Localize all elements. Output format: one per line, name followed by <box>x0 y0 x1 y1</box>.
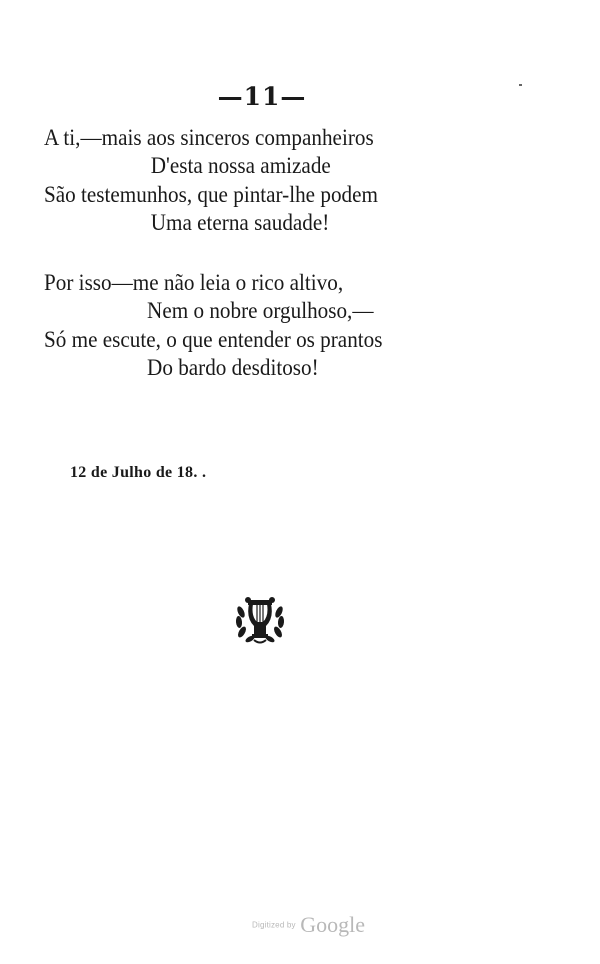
watermark-prefix: Digitized by <box>252 920 296 930</box>
verse-line: Do bardo desditoso! <box>147 354 319 380</box>
verse-line: Nem o nobre orgulhoso,— <box>147 298 374 324</box>
verse-line: São testemunhos, que pintar-lhe podem <box>44 181 378 207</box>
watermark-brand: Google <box>300 912 365 937</box>
page-number: —11— <box>217 82 307 111</box>
verse-line: D'esta nossa amizade <box>150 153 331 179</box>
lyre-wreath-icon <box>232 590 288 646</box>
verse-line: Uma eterna saudade! <box>150 209 330 235</box>
verse-line: A ti,—mais aos sinceros companheiros <box>44 125 374 150</box>
stanza-1 <box>44 124 564 237</box>
verse-line: Só me escute, o que entender os prantos <box>44 326 383 352</box>
digitized-by-google-watermark <box>252 912 365 938</box>
dateline: 12 de Julho de 18. . <box>70 464 207 481</box>
print-speck <box>519 84 522 86</box>
stanza-2 <box>44 269 564 382</box>
verse-line: Por isso—me não leia o rico altivo, <box>44 270 344 295</box>
